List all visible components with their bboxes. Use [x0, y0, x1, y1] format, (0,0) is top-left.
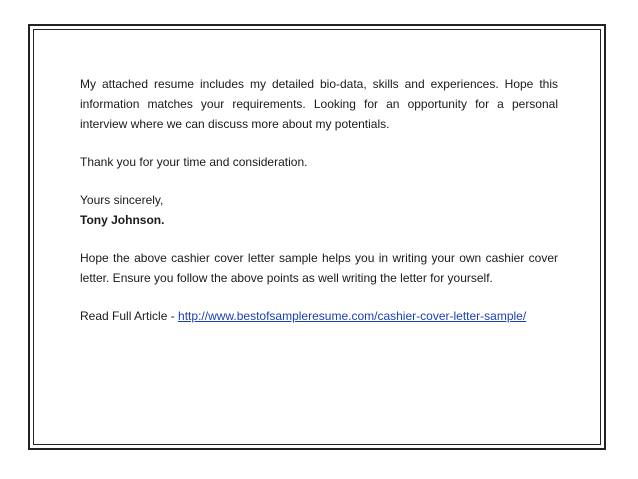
resume-paragraph: My attached resume includes my detailed bio-data, skills and experiences. Hope this information matches your requirements. Looking for an opportunity for a personal interview where we can discuss more about my potentials.	[80, 77, 558, 131]
article-link[interactable]: http://www.bestofsampleresume.com/cashier-cover-letter-sample/	[178, 309, 527, 323]
thank-you-paragraph: Thank you for your time and consideration.	[80, 155, 308, 169]
summary-paragraph: Hope the above cashier cover letter sample helps you in writing your own cashier cover letter. Ensure you follow the above points as well writing the letter for yourself.	[80, 251, 558, 285]
read-more-line	[80, 306, 558, 326]
read-more-label: Read Full Article -	[80, 309, 179, 323]
signature-name: Tony Johnson.	[80, 213, 165, 227]
letter-body	[80, 74, 558, 344]
closing-line: Yours sincerely,	[80, 193, 164, 207]
